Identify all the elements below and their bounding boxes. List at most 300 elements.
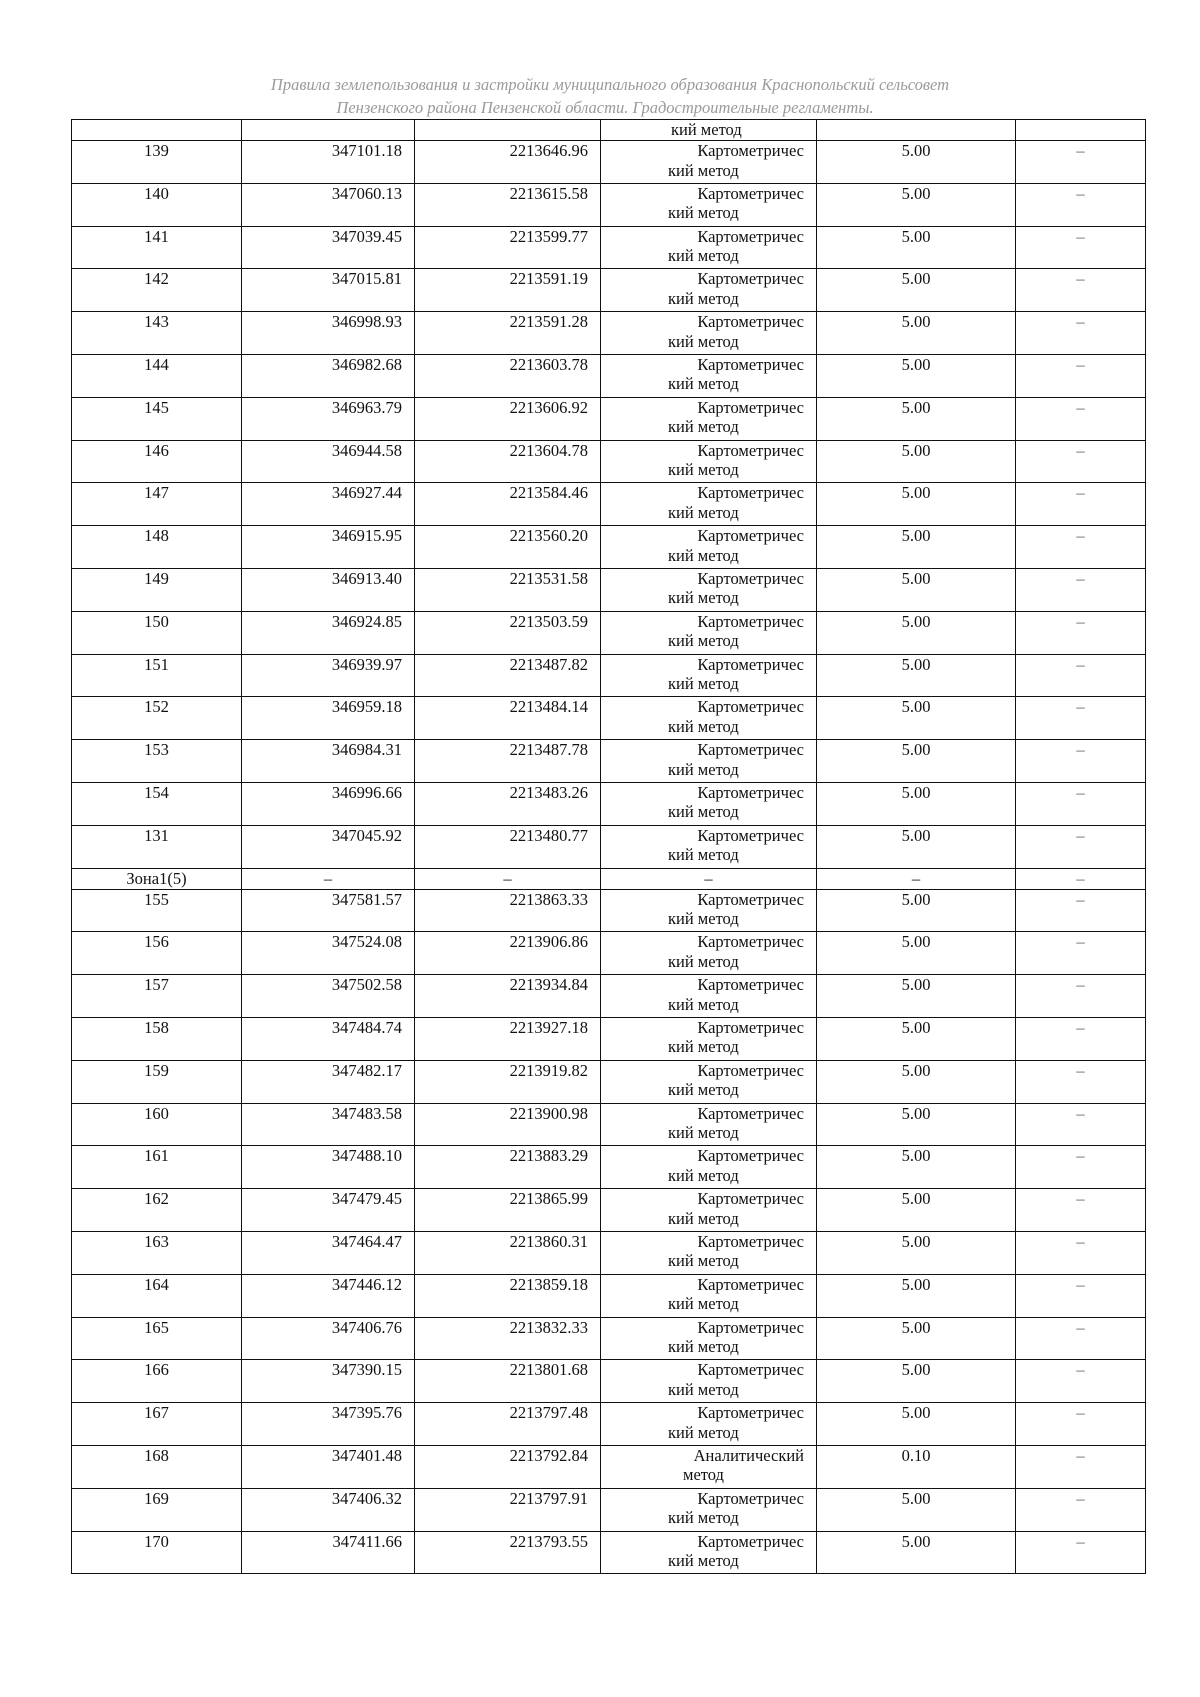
table-row [72,568,1146,611]
zone-label: Зона1(5) [72,868,242,889]
reference: – [1016,1146,1146,1189]
table-row [72,354,1146,397]
accuracy: 5.00 [817,1360,1016,1403]
coordinate-x: 347015.81 [242,269,415,312]
coordinate-y: 2213591.19 [415,269,601,312]
method-line-2: кий метод [668,1208,739,1228]
coordinate-x: 346939.97 [242,654,415,697]
cell-x [242,120,415,141]
method-line-2: кий метод [668,331,739,351]
reference: – [1016,440,1146,483]
method-line-1: Картометричес [697,611,804,631]
point-number: 149 [72,568,242,611]
method-line-2: кий метод [668,417,739,437]
cell-method [601,1445,817,1488]
table-row [72,183,1146,226]
reference: – [1016,141,1146,184]
cell-method [601,1488,817,1531]
coordinate-y: 2213606.92 [415,397,601,440]
table-row [72,697,1146,740]
accuracy: 5.00 [817,1103,1016,1146]
cell-method [601,1060,817,1103]
table-row [72,932,1146,975]
cell-method [601,1274,817,1317]
reference: – [1016,226,1146,269]
point-number: 153 [72,740,242,783]
point-number: 169 [72,1488,242,1531]
cell-method [601,440,817,483]
coordinate-y: 2213801.68 [415,1360,601,1403]
reference: – [1016,611,1146,654]
table-row [72,1445,1146,1488]
cell-method [601,1017,817,1060]
accuracy: 5.00 [817,611,1016,654]
document-header-line-1: Правила землепользования и застройки муниципального образования Краснопольский сельсовет [270,75,950,94]
table-row [72,526,1146,569]
point-number: 140 [72,183,242,226]
table-row [72,825,1146,868]
coordinate-y: 2213560.20 [415,526,601,569]
accuracy: 5.00 [817,141,1016,184]
coordinate-y: 2213483.26 [415,782,601,825]
cell-method [601,932,817,975]
coordinate-y: 2213604.78 [415,440,601,483]
coordinate-y: 2213797.91 [415,1488,601,1531]
method-line-1: Картометричес [697,889,804,909]
accuracy: 5.00 [817,1060,1016,1103]
accuracy: 5.00 [817,354,1016,397]
point-number: 168 [72,1445,242,1488]
table-row [72,1189,1146,1232]
method-line-1: Картометричес [697,1531,804,1551]
reference: – [1016,1103,1146,1146]
cell-method [601,697,817,740]
cell-method [601,269,817,312]
point-number: 146 [72,440,242,483]
method-line-1: Картометричес [697,654,804,674]
cell-method [601,312,817,355]
method-line-2: кий метод [668,802,739,822]
table-row [72,312,1146,355]
reference: – [1016,1488,1146,1531]
reference: – [1016,740,1146,783]
coordinate-y: 2213792.84 [415,1445,601,1488]
coordinate-y: 2213615.58 [415,183,601,226]
method-line-1: Картометричес [697,568,804,588]
cell-method [601,1360,817,1403]
accuracy: 5.00 [817,440,1016,483]
table-row [72,654,1146,697]
method-line-2: кий метод [668,1165,739,1185]
table-row [72,1017,1146,1060]
reference: – [1016,782,1146,825]
accuracy: 0.10 [817,1445,1016,1488]
coordinate-x: 346944.58 [242,440,415,483]
coordinate-x: 346913.40 [242,568,415,611]
reference: – [1016,354,1146,397]
reference: – [1016,568,1146,611]
method-line-1: Картометричес [697,1274,804,1294]
accuracy: 5.00 [817,1274,1016,1317]
method-line-2: кий метод [668,502,739,522]
cell-method [601,1403,817,1446]
cell-method [601,120,817,141]
point-number: 170 [72,1531,242,1574]
point-number: 139 [72,141,242,184]
cell-method [601,975,817,1018]
accuracy: 5.00 [817,1531,1016,1574]
point-number: 131 [72,825,242,868]
coordinate-x: 347464.47 [242,1231,415,1274]
accuracy: 5.00 [817,1403,1016,1446]
accuracy: 5.00 [817,654,1016,697]
coordinate-x: 346959.18 [242,697,415,740]
accuracy: 5.00 [817,1017,1016,1060]
accuracy: 5.00 [817,568,1016,611]
point-number: 156 [72,932,242,975]
method-line-2: кий метод [668,203,739,223]
method-line-2: кий метод [668,588,739,608]
table-row [72,1060,1146,1103]
coordinate-y: 2213860.31 [415,1231,601,1274]
method-line-2: кий метод [668,951,739,971]
coordinate-y: 2213859.18 [415,1274,601,1317]
method-line-1: Картометричес [697,1017,804,1037]
cell-method [601,1146,817,1189]
reference: – [1016,526,1146,569]
reference: – [1016,1060,1146,1103]
cell-y [415,120,601,141]
method-line-2: кий метод [668,759,739,779]
method-line-1: Картометричес [697,312,804,332]
coordinate-x: 347502.58 [242,975,415,1018]
method-line-1: Картометричес [697,226,804,246]
method-line-1: Картометричес [697,183,804,203]
coordinate-y: 2213487.78 [415,740,601,783]
cell-x: – [242,868,415,889]
table-row [72,1488,1146,1531]
coordinate-y: 2213906.86 [415,932,601,975]
coordinate-y: 2213900.98 [415,1103,601,1146]
cell-reference [1016,120,1146,141]
method-line-2: кий метод [668,674,739,694]
coordinate-x: 347039.45 [242,226,415,269]
coordinate-y: 2213531.58 [415,568,601,611]
coordinate-y: 2213484.14 [415,697,601,740]
point-number: 160 [72,1103,242,1146]
coordinate-y: 2213646.96 [415,141,601,184]
table-row [72,483,1146,526]
cell-method [601,354,817,397]
coordinate-x: 346963.79 [242,397,415,440]
method-line-2: кий метод [668,460,739,480]
coordinate-y: 2213793.55 [415,1531,601,1574]
reference: – [1016,654,1146,697]
reference: – [1016,1017,1146,1060]
cell-method [601,141,817,184]
point-number: 157 [72,975,242,1018]
table-row [72,397,1146,440]
table-row [72,889,1146,932]
table-row [72,1317,1146,1360]
method-line-2: кий метод [668,1379,739,1399]
accuracy: 5.00 [817,1189,1016,1232]
cell-method [601,1531,817,1574]
point-number: 148 [72,526,242,569]
accuracy: 5.00 [817,782,1016,825]
point-number: 145 [72,397,242,440]
reference: – [1016,1360,1146,1403]
method-line-1: Картометричес [697,1403,804,1423]
point-number: 162 [72,1189,242,1232]
coordinate-x: 347581.57 [242,889,415,932]
accuracy: 5.00 [817,1231,1016,1274]
accuracy: 5.00 [817,269,1016,312]
coordinate-x: 347390.15 [242,1360,415,1403]
cell-method [601,183,817,226]
method-line-1: Картометричес [697,526,804,546]
method-line-2: кий метод [668,1123,739,1143]
coordinate-x: 347060.13 [242,183,415,226]
method-line-1: Картометричес [697,1231,804,1251]
accuracy: 5.00 [817,1317,1016,1360]
table-row [72,269,1146,312]
reference: – [1016,1231,1146,1274]
reference: – [1016,975,1146,1018]
method-line-1: Картометричес [697,1360,804,1380]
method-line-2: кий метод [668,716,739,736]
point-number: 167 [72,1403,242,1446]
method-line-2: метод [683,1465,724,1485]
coordinate-x: 346927.44 [242,483,415,526]
method-line-1: Картометричес [697,932,804,952]
coordinate-x: 346984.31 [242,740,415,783]
table-row [72,1103,1146,1146]
coordinates-table [71,119,1146,1574]
accuracy: 5.00 [817,183,1016,226]
method-line-2: кий метод [668,631,739,651]
coordinate-x: 346982.68 [242,354,415,397]
coordinate-y: 2213603.78 [415,354,601,397]
table-row [72,1231,1146,1274]
coordinates-table-body [72,120,1146,1574]
method-line-1: Картометричес [697,697,804,717]
method-line-2: кий метод [668,1551,739,1570]
accuracy: 5.00 [817,483,1016,526]
cell-method [601,825,817,868]
point-number: 144 [72,354,242,397]
method-line-1: Картометричес [697,440,804,460]
table-row [72,440,1146,483]
cell-method [601,526,817,569]
cell-method [601,782,817,825]
point-number: 142 [72,269,242,312]
point-number: 152 [72,697,242,740]
zone-row [72,868,1146,889]
accuracy: 5.00 [817,1488,1016,1531]
coordinate-x: 347101.18 [242,141,415,184]
coordinate-x: 346915.95 [242,526,415,569]
coordinate-x: 347401.48 [242,1445,415,1488]
table-row [72,1274,1146,1317]
coordinate-x: 347446.12 [242,1274,415,1317]
reference: – [1016,825,1146,868]
reference: – [1016,1189,1146,1232]
coordinate-y: 2213934.84 [415,975,601,1018]
method-line-2: кий метод [668,1251,739,1271]
reference: – [1016,269,1146,312]
point-number: 159 [72,1060,242,1103]
coordinate-x: 347406.76 [242,1317,415,1360]
point-number: 155 [72,889,242,932]
method-line-1: Картометричес [697,1317,804,1337]
reference: – [1016,1531,1146,1574]
cell-method [601,740,817,783]
method-line-1: Картометричес [697,1060,804,1080]
method-line-1: Картометричес [697,397,804,417]
cell-method [601,1103,817,1146]
coordinate-x: 347482.17 [242,1060,415,1103]
point-number: 165 [72,1317,242,1360]
coordinate-y: 2213927.18 [415,1017,601,1060]
method-line-2: кий метод [668,374,739,394]
table-row [72,782,1146,825]
reference: – [1016,1445,1146,1488]
method-line-1: Картометричес [697,782,804,802]
point-number: 154 [72,782,242,825]
cell-reference: – [1016,868,1146,889]
reference: – [1016,697,1146,740]
method-line-1: Картометричес [697,975,804,995]
coordinate-y: 2213797.48 [415,1403,601,1446]
cell-accuracy [817,120,1016,141]
method-line-1: Картометричес [697,141,804,160]
coordinate-y: 2213599.77 [415,226,601,269]
accuracy: 5.00 [817,740,1016,783]
reference: – [1016,183,1146,226]
accuracy: 5.00 [817,312,1016,355]
reference: – [1016,397,1146,440]
point-number: 163 [72,1231,242,1274]
table-row [72,740,1146,783]
accuracy: 5.00 [817,697,1016,740]
coordinate-y: 2213865.99 [415,1189,601,1232]
reference: – [1016,889,1146,932]
coordinate-x: 347411.66 [242,1531,415,1574]
method-line-2: кий метод [668,160,739,180]
table-row [72,1146,1146,1189]
coordinate-x: 346996.66 [242,782,415,825]
coordinate-y: 2213832.33 [415,1317,601,1360]
continuation-row [72,120,1146,141]
method-line-1: Аналитический [693,1445,804,1465]
coordinate-x: 346924.85 [242,611,415,654]
method-line-1: Картометричес [697,1146,804,1166]
cell-method [601,226,817,269]
reference: – [1016,932,1146,975]
accuracy: 5.00 [817,975,1016,1018]
coordinate-x: 346998.93 [242,312,415,355]
table-row [72,1360,1146,1403]
cell-y: – [415,868,601,889]
cell-method [601,1189,817,1232]
document-header-line-2: Пензенского района Пензенской области. Градостроительные регламенты. [336,98,874,117]
cell-method [601,1231,817,1274]
point-number: 158 [72,1017,242,1060]
coordinate-x: 347479.45 [242,1189,415,1232]
accuracy: 5.00 [817,1146,1016,1189]
method-line-1: Картометричес [697,483,804,503]
coordinate-y: 2213883.29 [415,1146,601,1189]
point-number: 150 [72,611,242,654]
method-line-1: Картометричес [697,740,804,760]
table-row [72,611,1146,654]
coordinate-y: 2213480.77 [415,825,601,868]
cell-method [601,397,817,440]
reference: – [1016,1274,1146,1317]
coordinate-y: 2213863.33 [415,889,601,932]
method-line-1: Картометричес [697,825,804,845]
coordinate-y: 2213591.28 [415,312,601,355]
coordinate-y: 2213487.82 [415,654,601,697]
method-line-1: Картометричес [697,1488,804,1508]
method-line-2: кий метод [668,1294,739,1314]
point-number: 166 [72,1360,242,1403]
cell-method: – [601,868,817,889]
coordinate-x: 347395.76 [242,1403,415,1446]
coordinate-y: 2213919.82 [415,1060,601,1103]
method-line-2: кий метод [668,246,739,266]
table-row [72,226,1146,269]
method-line-1: Картометричес [697,1103,804,1123]
accuracy: 5.00 [817,397,1016,440]
reference: – [1016,1403,1146,1446]
method-line-2: кий метод [668,1422,739,1442]
reference: – [1016,312,1146,355]
table-row [72,1531,1146,1574]
method-line-1: Картометричес [697,1189,804,1209]
accuracy: 5.00 [817,526,1016,569]
method-line-2: кий метод [668,1080,739,1100]
point-number: 151 [72,654,242,697]
reference: – [1016,1317,1146,1360]
point-number: 141 [72,226,242,269]
table-row [72,1403,1146,1446]
method-line-2: кий метод [668,1037,739,1057]
cell-method [601,654,817,697]
method-line-2: кий метод [668,845,739,865]
method-line-1: Картометричес [697,354,804,374]
cell-method [601,611,817,654]
coordinate-x: 347406.32 [242,1488,415,1531]
table-row [72,975,1146,1018]
coordinate-x: 347045.92 [242,825,415,868]
cell-method [601,1317,817,1360]
coordinate-y: 2213503.59 [415,611,601,654]
reference: – [1016,483,1146,526]
cell-accuracy: – [817,868,1016,889]
accuracy: 5.00 [817,932,1016,975]
coordinate-x: 347484.74 [242,1017,415,1060]
cell-num [72,120,242,141]
method-line-2: кий метод [668,545,739,565]
method-line-2: кий метод [668,909,739,929]
method-line-2: кий метод [668,1508,739,1528]
accuracy: 5.00 [817,226,1016,269]
point-number: 164 [72,1274,242,1317]
coordinate-x: 347483.58 [242,1103,415,1146]
method-line-1: Картометричес [697,269,804,289]
